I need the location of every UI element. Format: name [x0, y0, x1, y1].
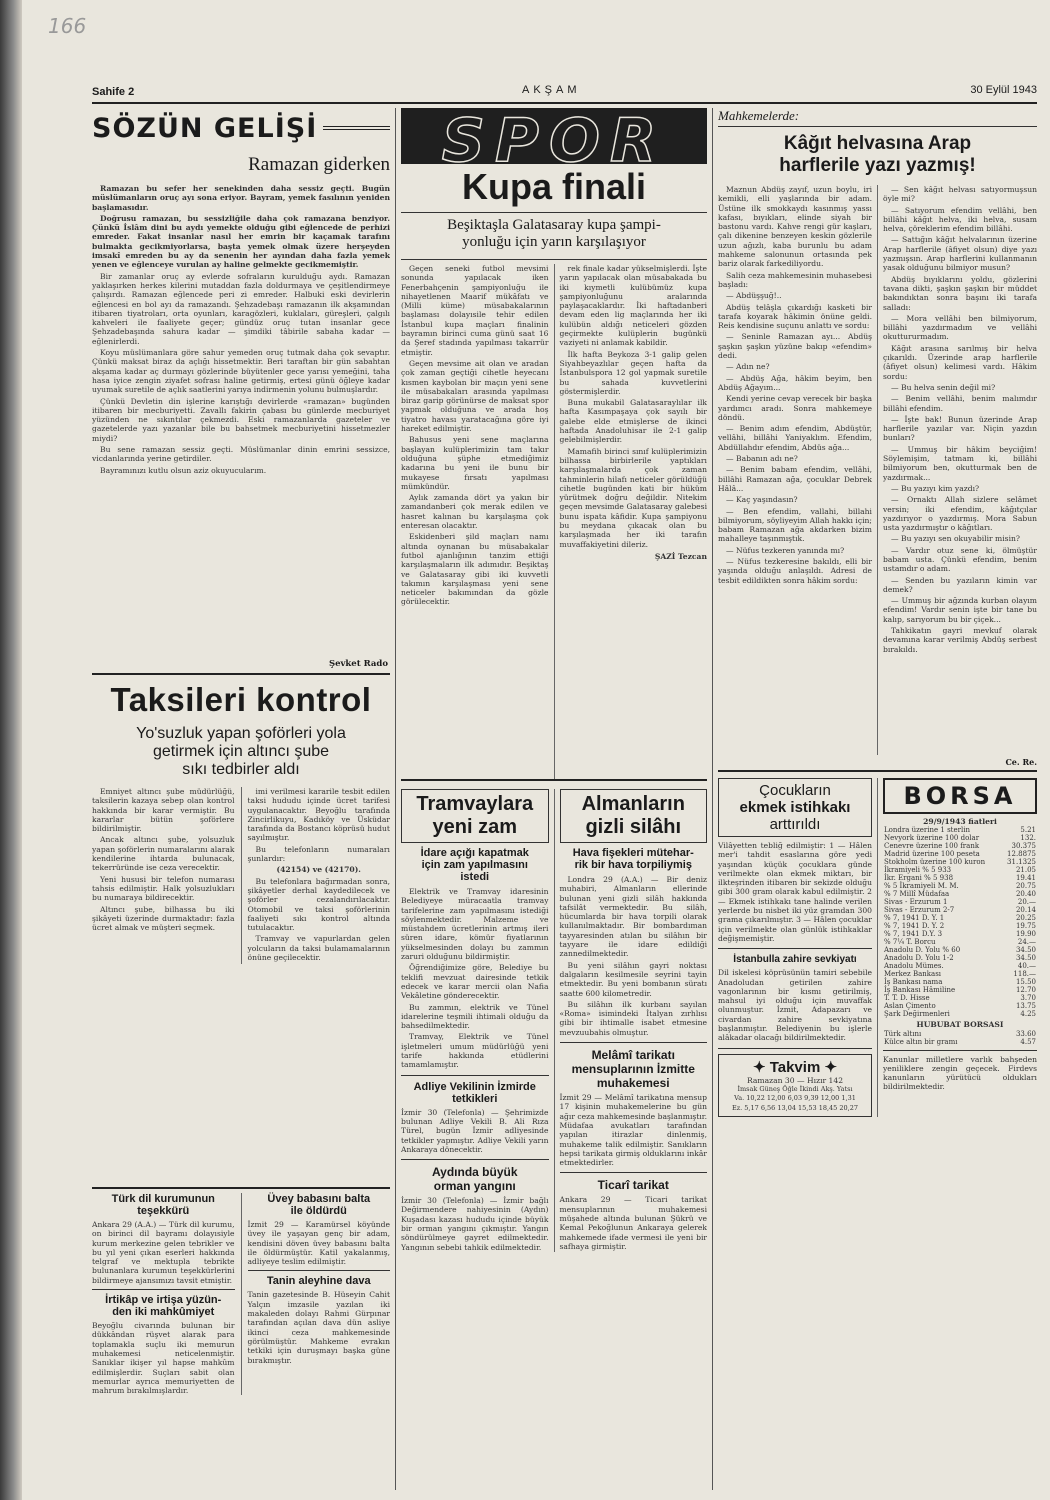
borsa-value: 20.75	[1015, 882, 1036, 891]
paragraph: Tramvay ve vapurlardan gelen yolcuların da taksi bulamamalarının önüne geçilecektir.	[247, 934, 390, 963]
paragraph: Maznun Abdüş zayıf, uzun boylu, iri kemikli, elli yaşlarında bir adam. Üstüne ilk smokkaydı kasınmış yassı kafası, bıyıkları, elinde siyah bir bastonu vardı. Kahve rengi gür kaşları, çalı dikenine benzeyen keskin gözlerile uzun ağızlı, kaba burunlu bu adam mahkeme salonunun ortasında pek bariz olarak farkediliyordu.	[718, 185, 872, 269]
gold-title: HUBUBAT BORSASI	[916, 1020, 1004, 1030]
paragraph: Tramvay, Elektrik ve Tünel işletmeleri umum müdürlüğü yeni tarife hakkında etüdlerini tamamlamıştır.	[401, 1032, 549, 1070]
borsa-value: 3.70	[1020, 994, 1036, 1003]
borsa-row	[883, 962, 1037, 970]
paragraph: Ancak altıncı şube, yolsuzluk yapan şoförlerin numaralarını alarak kendilerine ihtarda bulunacak, tekerrüründe ise ceza verecektir.	[92, 835, 235, 873]
borsa-row	[883, 850, 1037, 858]
taksi-col1	[92, 787, 235, 964]
column-rule	[395, 108, 396, 1490]
tanin-title: Tanin aleyhine dava	[266, 1275, 371, 1288]
borsa-row	[883, 930, 1037, 938]
paragraph: Elektrik ve Tramvay idaresinin Belediyeye müracaatla tramvay tarifelerine zam yapılmasını istediği söylenmektedir. Malzeme ve müstahdem ücretlerinin artmış ileri süren idare, kömür fiyatlarının yükselmesinden dolayı bu zammın zaruri olduğunu bildirmiştir.	[401, 887, 549, 962]
cocuklar-title2: ekmek istihkakı	[739, 799, 851, 816]
taksi-sub3: sıkı tedbirler aldı	[182, 761, 300, 778]
borsa-label: Anadolu Mümes.	[884, 962, 944, 971]
spor-body	[401, 264, 707, 779]
borsa-row	[883, 986, 1037, 994]
tramvay-body	[401, 887, 549, 1070]
takvim-times: Va. 10,22 12,00 6,03 9,39 12,00 1,31	[734, 1094, 856, 1103]
melami-title2: mensuplarının İzmitte	[571, 1062, 695, 1077]
gold-value: 4.57	[1020, 1037, 1036, 1046]
borsa-row	[883, 890, 1037, 898]
borsa-value: 40.—	[1017, 962, 1036, 971]
borsa-label: Anadolu D. Yolu % 60	[884, 946, 961, 955]
borsa-row	[883, 906, 1037, 914]
almanlar-sub2: rik bir hava torpiliymiş	[574, 859, 692, 871]
sozun-gelisi-body	[92, 184, 390, 475]
borsa-value: 4.25	[1020, 1010, 1036, 1019]
margin-note: 166	[48, 14, 87, 38]
paragraph: — Nüfus tezkeresine bakıldı, elli bir yaşında olduğu anlaşıldı. Adresi de tesbit edildikten sonra hâkim sordu:	[718, 556, 872, 585]
paragraph: Bu zammın, elektrik ve Tünel idarelerine teşmili ihtimali olduğu da bahsedilmektedir.	[401, 1002, 549, 1031]
paragraph: — Adın ne?	[726, 362, 770, 372]
sozun-gelisi-author: Şevket Rado	[328, 659, 388, 669]
borsa-label: İkramiyeli % 5 933	[884, 866, 952, 875]
mahkeme-title1: Kâğıt helvasına Arap	[783, 133, 972, 154]
borsa-label: % 7 Millî Müdafaa	[884, 890, 950, 899]
istanbul-body: Dil iskelesi köprüsünün tamiri sebebile Anadoludan getirilen zahire vagonlarının bir kısmı getirilmiş, mahsul iyi olduğu için muvaffak olunmuştur. İzmit, Adapazarı ve civardan zahire sevkiyatına başlanmıştır. Belediyenin bu işlerle alâkadar olacağı bildirilmektedir.	[718, 968, 872, 1043]
paragraph: Doğrusu ramazan, bu sessizliğile daha çok ramazana benziyor. Çünkü İslâm dini bu aydı yemekte olduğu gibi eğlencede de perhizi emreder. Fakat insanlar nasıl her emrin bir kaçamak tarafını bulmakta gecikmiyorlarsa, başta yemek olmak üzere herşeyden imsakî emreden bu ay da senenin her ayından daha fazla yemek yenen ve eğlenceye vurulan ay haline gelmekte gecikmemiştir.	[92, 213, 390, 270]
cocuklar-body: Vilâyetten tebliğ edilmiştir: 1 — Hâlen mer'i tahdit esaslarına göre yedi yaşından küçük çocuklara günde verilmekte olan ekmek miktarı, bir ilkteşrinden itibaren bir sekizde olduğu gibi 300 gram olarak kabul edilmiştir. 2 — Ekmek istihkakı tane halinde verilen yerlerde bu nisbet iki yüz gramdan 300 grama çıkarılmıştır. 3 — Hâlen çocuklar için verilmekte olan günlük istihkaklar değişmemiştir.	[718, 841, 872, 943]
paragraph: — Sen kâğıt helvası satıyormuşsun öyle mi?	[883, 185, 1037, 204]
borsa-label: % 5 İkramiyeli M. M.	[884, 882, 959, 891]
paragraph: — Vardır otuz sene ki, ölmüştür babam usta. Çünkü efendim, benim ustamdır o adam.	[883, 545, 1037, 574]
mahkeme-col2	[883, 185, 1037, 755]
aydin-title2: orman yangını	[433, 1179, 516, 1194]
spor-headline: Kupa finali	[461, 166, 646, 207]
borsa-label: İş Bankası nama	[884, 978, 943, 987]
left-bottom-col2	[248, 1193, 391, 1395]
spor-sub1: Beşiktaşla Galatasaray kupa şampi-	[447, 217, 661, 233]
borsa-row	[883, 938, 1037, 946]
binding-edge	[0, 0, 22, 1500]
mahkeme-body	[718, 185, 1037, 755]
paragraph: Ramazan bu sefer her senekinden daha sessiz geçti. Bugün müslümanların oruç ayı sona eriyor. Bayram, yemek fasılının yeniden başlamasıdır.	[92, 184, 390, 212]
borsa-row	[883, 954, 1037, 962]
borsa-label: Sivas - Erzurum 1	[884, 898, 948, 907]
paragraph: Çünkü Devletin din işlerine karıştığı devirlerde «ramazan» bugünden itibaren bir mecburiyetti. Zavallı fakirin çabası bu günlerde mecburiyet yüzünden ne sıkıntılar çekmezdi. Eski ramazanlarda gazeteler ve gazetelerde yazı yazanlar bile bu bahsetmek mecburiyetini hissetmezler miydi?	[92, 396, 390, 443]
borsa-value: 19.41	[1015, 874, 1036, 883]
borsa-banner	[883, 778, 1037, 814]
paragraph: Eskidenberi şild maçları namı altında oynanan bu müsabakalar futbol ajanlığının tanzim ettiği karşılaşmaların ilk adımıdır. Beşiktaş ve Galatasaray gibi iki kuvvetli takımın karşılaşması yeni sene neticeler bakımından da gözle görülecektir.	[401, 532, 549, 607]
paragraph: Koyu müslümanlara göre sahur yemeden oruç tutmak daha çok sevaptır. Çünkü maksat biraz da açlığı hissetmektir. Beri taraftan bir gün sabahtan akşama kadar aç durmayı gözlerinde büyütenler gece yarısı yemeğini, taha hasa iyice zengin ziyafet sofrası haline getirmiş, ertesi günü öğleye kadar uyumak suretile de açlık saatlerini yarıya indirmenin yolunu bulmuşlardır.	[92, 348, 390, 395]
spor-col2	[560, 264, 708, 779]
borsa-value: 21.05	[1015, 866, 1036, 875]
almanlar-body	[560, 875, 708, 1037]
almanlar-title2: gizli silâhı	[585, 816, 682, 838]
almanlar-sub1: Hava fişekleri mütehar-	[572, 847, 694, 859]
aydin-title1: Aydında büyük	[431, 1165, 518, 1180]
paragraph: Bu telefonların numaraları şunlardır:	[247, 844, 390, 864]
taksi-headline: Taksileri kontrol	[110, 681, 372, 718]
paragraph: — Sattığın kâğıt helvalarının üzerine Arap harflerile (âfiyet olsun) diye yazı yazmışsın. Arap harflerini kullanmanın yasak olduğunu bilmiyor musun?	[883, 235, 1037, 273]
star-icon: ✦	[752, 1058, 770, 1076]
paragraph: Aylık zamanda dört ya yakın bir zamandanberi çok merak edilen ve hasret kalınan bu karşılaşma çok enteresan olacaktır.	[401, 493, 549, 531]
right-bottom-col2	[883, 778, 1037, 1117]
turk-dil-title1: Türk dil kurumunun	[111, 1193, 215, 1205]
left-column	[92, 108, 390, 1490]
uvey-body: İzmit 29 — Karamürsel köyünde üvey ile yaşayan genç bir adam, kendisini döven üvey babasını balta ile öldürmüştür. Katil yakalanmış, adliyeye teslim edilmiştir.	[247, 1220, 390, 1267]
taksi-col2	[248, 787, 391, 964]
sozun-gelisi-section	[92, 108, 390, 673]
taksi-section	[92, 675, 390, 1187]
paragraph: — Benim vellâhi, benim malımdır billâhi efendim.	[883, 394, 1037, 413]
borsa-row	[883, 946, 1037, 954]
borsa-row	[883, 1010, 1037, 1018]
paragraph: — Kaç yaşındasın?	[726, 495, 798, 505]
takvim-times-label: İmsak Güneş Öğle İkindi Akş. Yatsı	[737, 1084, 853, 1093]
right-column	[718, 108, 1037, 1490]
paragraph: İlk hafta Beykoza 3-1 galip gelen Siyahbeyazlılar geçen hafta da İstanbulspora 12 gol yapmak suretile bu sahada kuvvetlerini göstermişlerdir.	[559, 349, 707, 396]
borsa-row	[883, 1002, 1037, 1010]
borsa-value: 19.75	[1015, 922, 1036, 931]
right-bottom-col1	[718, 778, 872, 1117]
borsa-value: 20.25	[1015, 914, 1036, 923]
borsa-label: İkr. Ergani % 5 938	[884, 874, 954, 883]
paragraph: Bu telefonlara bağırmadan sonra, şikâyetler derhal kaydedilecek ve şoförler cezalandırılacaktır. Otomobil ve taksi şoförlerinin faaliyeti sıkı kontrol altında tutulacaktır.	[247, 876, 390, 933]
borsa-label: Merkez Bankası	[884, 970, 942, 979]
borsa-row	[883, 842, 1037, 850]
paragraph: Bahusus yeni sene maçlarına başlayan kulüplerimizin tam takır olduğuna şüphe etmediğimiz kadarına bu yeni ile bunu bir mukayese fırsatı yapılması mümkündür.	[401, 435, 549, 491]
middle-bottom-col2	[560, 789, 708, 1252]
phone-numbers: (42154) ve (42170).	[276, 865, 361, 875]
right-bottom	[718, 778, 1037, 1117]
paragraph: — Abdüşşuğ!..	[726, 291, 782, 301]
borsa-label: Şark Değirmenleri	[884, 1010, 950, 1019]
star-icon: ✦	[820, 1058, 838, 1076]
borsa-value: 118.—	[1013, 970, 1036, 979]
tramvay-sub2: için zam yapılmasını	[421, 859, 528, 871]
uvey-title2: ile öldürdü	[290, 1205, 347, 1217]
gold-row	[883, 1038, 1037, 1046]
borsa-value: 34.50	[1015, 954, 1036, 963]
spor-author: ŞAZİ Tezcan	[654, 551, 707, 561]
sozun-gelisi-banner: SÖZÜN GELİŞİ	[92, 112, 318, 144]
borsa-label: Sivas - Erzurum 2-7	[884, 906, 955, 915]
tramvay-title1: Tramvaylara	[416, 793, 534, 815]
paragraph: — Seninle Ramazan ayı... Abdüş şaşkın şaşkın yüzüne bakıp «efendim» dedi.	[718, 332, 872, 361]
column-rule	[712, 108, 713, 1490]
borsa-label: % 7¼ T. Borcu	[884, 938, 936, 947]
paper-name: AKŞAM	[522, 84, 581, 96]
paragraph: — Ornaktı Allah sizlere selâmet versin; iki efendim, kâğıtçılar yazdırıyor o yazdırmış. Mora Sabun usta yazdırmıştır o kâğıtları.	[883, 495, 1037, 533]
borsa-title: BORSA	[903, 782, 1017, 810]
paragraph: — Benim adım efendim, Abdüştür, vellâhi, billâhi Yaniyaklım. Efendim, Abdüllahdır efendim, Abdüs ağa...	[718, 424, 872, 452]
borsa-value: 31.1325	[1007, 858, 1036, 867]
borsa-value: 12.70	[1015, 986, 1036, 995]
borsa-row	[883, 826, 1037, 834]
sozun-gelisi-title: Ramazan giderken	[248, 154, 390, 175]
borsa-value: 132.	[1020, 834, 1036, 843]
tramvay-title2: yeni zam	[432, 816, 517, 838]
paragraph: Bir zamanlar oruç ay evlerde sofraların kurulduğu aydı. Ramazan yaklaşırken herkes kilerini mutaddan fazla doldurmaya ve çeşitlendirmeye çalışırdı. Ramazan eğlencede peri zi emreder. Halbuki eski devirlerin eğlencesi en bol ayı da ramazandı. Şehzadebaşı ramazanın ilk akşamından itibaren tiyatroları, orta oyunları, karagözleri, kuklaları, güreşleri, çalgılı kahveleri ile faaliyete geçer; gündüz oruç tutan insanlar gece Şehzadebaşında sahura kadar — şimdiki tâbirile sabaha kadar — eğlenirlerdi.	[92, 271, 390, 346]
paragraph: — Ummuş bir ağzında kurban olayım efendim! Vardır senin işte bir tane bu kalıp, sarıyorum bu bir çiçek...	[883, 596, 1037, 624]
paragraph: Bu silâhın ilk kurbanı sayılan «Roma» isimindeki İtalyan zırhlısı gibi bir ihtimalle isabet etmesine mevzuubahis olmuştur.	[559, 999, 707, 1037]
gold-value: 33.60	[1015, 1029, 1036, 1038]
borsa-value: 34.50	[1015, 946, 1036, 955]
cocuklar-title3: arttırıldı	[769, 816, 821, 833]
middle-bottom-stories	[401, 789, 707, 1252]
borsa-label: Nevyork üzerine 100 dolar	[884, 834, 980, 843]
takvim-times2: Ez. 5,17 6,56 13,04 15,53 18,45 20,27	[731, 1103, 858, 1112]
borsa-row	[883, 994, 1037, 1002]
melami-body: İzmit 29 — Melâmî tarikatına mensup 17 kişinin muhakemelerine bu gün ağır ceza mahkemesinde başlanmıştır. Müdafaa avukatları tarafından yapılan itirazlar dinlenmiş, muhakeme talik edilmiştir. Sanıkların hepsi tarikata girmiş olduklarını inkâr etmektedirler.	[559, 1093, 707, 1168]
turk-dil-title2: teşekkürü	[137, 1205, 190, 1217]
paragraph: Salih ceza mahkemesinin muhasebesi başladı:	[718, 270, 872, 289]
borsa-row	[883, 922, 1037, 930]
borsa-value: 5.21	[1020, 826, 1036, 835]
tramvay-sub3: istedi	[460, 871, 490, 883]
borsa-value: 20.—	[1017, 898, 1036, 907]
borsa-label: Madrid üzerine 100 peseta	[884, 850, 980, 859]
gold-table	[883, 1030, 1037, 1046]
takvim-title-row	[722, 1058, 868, 1076]
paragraph: imi verilmesi kararile tesbit edilen taksi hududu içinde ücret tarifesi uygulanacaktır. Beyoğlu tarafında Zincirlikuyu, Kadıköy ve Üsküdar tarafında da Bostancı köprüsü hudut sayılmıştır.	[247, 787, 390, 843]
borsa-value: 20.14	[1015, 906, 1036, 915]
paragraph: rek finale kadar yükselmişlerdi. İşte yarın yapılacak olan müsabakada bu iki kıymetli kulübümüz kupa şampiyonluğunu aralarında paylaşacaklardır. İki haftadanberi devam eden lig maçlarında her iki kulübün aldığı neticeleri gözden geçirmekte kulüplerin bugünkü vaziyeti ni anlamak kabildir.	[559, 264, 707, 348]
taksi-sub1: Yo'suzluk yapan şoförleri yola	[136, 725, 346, 742]
paragraph: — İşte bak! Bunun üzerinde Arap harflerile yazılar var. Niçin yazdın bunları?	[883, 414, 1037, 443]
adliye-body: İzmir 30 (Telefonla) — Şehrimizde bulunan Adliye Vekili B. Ali Rıza Türel, bugün İzmir adliyesinde tetkikler yapmıştır. Adliye Vekili yarın Ankaraya dönecektir.	[401, 1107, 549, 1154]
borsa-label: % 7, 1941 D.Y. 3	[884, 930, 943, 939]
page-inner	[92, 20, 1037, 1490]
borsa-label: % 7, 1941 D. Y. 2	[884, 922, 945, 931]
borsa-row	[883, 914, 1037, 922]
cocuklar-title1: Çocukların	[759, 782, 831, 799]
borsa-label: Aslan Çimento	[884, 1002, 936, 1011]
irtikap-title2: den iki mahkûmiyet	[112, 1306, 215, 1319]
borsa-row	[883, 882, 1037, 890]
mahkeme-label: Mahkemelerde:	[718, 108, 1037, 127]
paragraph: — Bu helva senin değil mi?	[891, 382, 996, 392]
tanin-body: Tanin gazetesinde B. Hüseyin Cahit Yalçın imzasile yazılan iki makaleden dolayı Rahmi Gürpınar tarafından açılan dava dün asliye ikinci ceza mahkemesinde görülmüştür. Mahkeme evrakın tetkiki için duruşmayı başka güne bırakmıştır.	[247, 1290, 390, 1365]
paragraph: — Ummuş bir hâkim beyciğim! Söylemişim, tatmam ki, billâhi bilmiyorum ben, okutturmak ben de yazdırmak...	[883, 444, 1037, 482]
uvey-title1: Üvey babasını balta	[267, 1193, 371, 1205]
paragraph: Emniyet altıncı şube müdürlüğü, taksilerin kazaya sebep olan kontrol hakkında bir karar vermiştir. Bu kararlar bütün şoförlere bildirilmiştir.	[92, 787, 235, 834]
mahkeme-author: Ce. Re.	[1005, 757, 1037, 767]
borsa-label: Cenevre üzerine 100 frank	[884, 842, 980, 851]
almanlar-title1: Almanların	[581, 793, 685, 815]
borsa-value: 24.—	[1017, 938, 1036, 947]
spor-col1	[401, 264, 549, 779]
middle-bottom-col1	[401, 789, 549, 1252]
taksi-sub2: getirmek için altıncı şube	[152, 743, 330, 760]
gold-row	[883, 1030, 1037, 1038]
paragraph: — Bu yazıyı kim yazdı?	[891, 483, 980, 493]
paragraph: Bu sene ramazan sessiz geçti. Müslümanlar dinin emrini sessizce, vicdanlarında yerine getirdiler.	[92, 445, 390, 464]
borsa-label: Londra üzerine 1 sterlin	[884, 826, 970, 835]
paragraph: Bayramınızı kutlu olsun aziz okuyucularım.	[100, 465, 267, 475]
paragraph: Bu yeni silâhın gayri noktası dalgaların kesilmesile seyrini tayin etmektedir. Bu yeni bombanın süratı saatte 600 kilometredir.	[559, 960, 707, 998]
spor-sub2: yonluğu için yarın karşılaşıyor	[462, 234, 646, 250]
borsa-value: 15.50	[1015, 978, 1036, 987]
turk-dil-body: Ankara 29 (A.A.) — Türk dil kurumu, on birinci dil bayramı dolayısiyle kurum merkezine gelen tebrikler ve bu yıl yeni çıkan eserleri hakkında telgraf ve mektupla tebrikte bulunanlara kurumun teşekkürlerini bildirmeye ajansımızı tavsit etmiştir.	[92, 1220, 235, 1285]
borsa-label: Anadolu D. Yolu 1-2	[884, 954, 954, 963]
page-header	[92, 80, 1037, 104]
takvim-date: Ramazan 30 — Hızır 142	[746, 1075, 844, 1085]
left-bottom-col1	[92, 1193, 235, 1395]
almanlar-title-box	[560, 789, 708, 843]
borsa-value: 12.8875	[1007, 850, 1036, 859]
borsa-row	[883, 898, 1037, 906]
paragraph: Altıncı şube, bilhassa bu iki şikâyeti üzerinde durmaktadır: fazla ücret almak ve müşteri seçmek.	[92, 904, 235, 933]
aydin-body: İzmir 30 (Telefonla) — İzmir bağlı Değirmendere nahiyesinin (Aydın) Kuşadası kazası hududu içinde büyük bir orman yangını çıkmıştır. Yangın söndürülmeye gayret edilmektedir. Yangının sebebi tahkik edilmektedir.	[401, 1196, 549, 1252]
paragraph: Londra 29 (A.A.) — Bir deniz muhabiri, Almanların ellerinde bulunan yeni gizli silâh hakkında tafsilât vermektedir. Bu silâh, hücumlarda bir hava torpili olarak kullanılmaktadır. Bir bombardıman tayyaresinden atılan bu silâhın bir tayyare ile idare edildiği zannedilmektedir.	[559, 875, 707, 959]
tramvay-sub1: İdare açığı kapatmak	[420, 847, 529, 859]
borsa-value: 19.90	[1015, 930, 1036, 939]
borsa-label: İş Bankası Hâmiline	[884, 986, 956, 995]
paragraph: — Senden bu yazıların kimin var demek?	[883, 575, 1037, 594]
paragraph: — Benim babam efendim, vellâhi, billâhi Ramazan ağa, çocuklar Debrek Hâlâ...	[718, 465, 872, 493]
paragraph: — Abdüş Ağa, hâkim beyim, ben Abdüş Ağayım...	[718, 373, 872, 392]
paragraph: — Babanın adı ne?	[726, 454, 798, 464]
middle-column	[401, 108, 707, 1490]
paragraph: Abdüş bıyıklarını yoldu, gözlerini tavana dikti, şaşkın şaşkın bir müddet bakındıktan sonra başını iki tarafa salladı:	[883, 274, 1037, 312]
paragraph: Geçen mevsime ait olan ve aradan çok zaman geçtiği cihetle heyecanı kısmen kaybolan bir maçın yeni sene ile müsabakaları arasında yapılması biraz garip görünürse de maksat spor yapmak olduğuna ve arada hoş tiyatro havası yaratacağına göre iyi hareket edilmiştir.	[401, 358, 549, 434]
paragraph: — Mora vellâhi ben bilmiyorum, billâhi yazdırmadım ve vellâhi okuttururmadım.	[883, 313, 1037, 342]
gold-label: Külce altın bir gramı	[884, 1037, 958, 1046]
adliye-title2: tetkikleri	[452, 1092, 498, 1105]
borsa-label: T. T. D. Hisse	[884, 994, 930, 1003]
spor-banner-text: SPOR	[441, 108, 667, 176]
paragraph: — Bu yazıyı sen okuyabilir misin?	[891, 534, 1020, 544]
takvim-box	[718, 1054, 872, 1117]
paragraph: Geçen seneki futbol mevsimi sonunda yapılacak iken Fenerbahçenin şampiyonluğu ile nihayetlenen Maarif mükâfatı ve (Milli küme) müsabakalarının başlaması dolayısile tehir edilen İstanbul kupa maçları finalinin bayramın birinci cuma günü saat 16 da Şeref stadında yapılması takarrür etmiştir.	[401, 264, 549, 357]
ticaret-body: Ankara 29 — Ticari tarikat mensuplarının muhakemesi müşahede altında bulunan Şükrü ve Kemal Pekoğlunun Ankaraya gelerek mahkemede ifade vermesi ile yeni bir safhaya girmiştir.	[559, 1195, 707, 1251]
gold-label: Türk altını	[884, 1029, 922, 1038]
paragraph: Öğrendiğimize göre, Belediye bu teklifi mevzuat dairesinde tetkik edecek ve karar mercii olan Nafia Vekâletine gönderecektir.	[401, 963, 549, 1001]
paragraph: Tahkikatın gayri mevkuf olarak devamına karar verilmiş Abdüş serbest bırakıldı.	[883, 626, 1037, 654]
borsa-label: % 7, 1941 D. Y. 1	[884, 914, 945, 923]
paragraph: Kendi yerine cevap verecek bir başka yardımcı aradı. Sonra mahkemeye döndü.	[718, 394, 872, 422]
borsa-date: 29/9/1943 fiatleri	[923, 817, 997, 826]
page-label: Sahife 2	[92, 86, 135, 98]
melami-title3: muhakemesi	[596, 1076, 670, 1091]
borsa-value: 20.40	[1015, 890, 1036, 899]
istanbul-title: İstanbulla zahire sevkiyatı	[733, 954, 857, 966]
left-bottom-stories	[92, 1189, 390, 1395]
irtikap-title1: İrtikâp ve irtişa yüzün-	[105, 1294, 222, 1307]
cocuklar-title-box	[718, 778, 872, 837]
borsa-label: Stokholm üzerine 100 kuron	[884, 858, 986, 867]
paragraph: Mamafih birinci sınıf kulüplerimizin bilhassa birbirlerile yaptıkları karşılaşmalarda çok zaman tahminlerin hilafı neticeler görüldüğü cihetle bugünden kati bir hüküm yürütmek doğru değildir. Nitekim geçen mevsimde Galatasaray galebesi bunu ispata kâfidir. Kupa şampiyonu bu meydana çıkacak olan bu karşılaşmada her iki tarafın muvaffakiyetini dileriz.	[559, 446, 707, 549]
bottom-right-body: Kanunlar milletlere varlık bahşeden yeniliklere zengin geçecek. Firdevs kanunların yürütücü oldukları bildirilmektedir.	[883, 1054, 1037, 1092]
paragraph: — Satıyorum efendim vellâhi, ben billâhi kâğıt helva, iki helva, susam helva, çöreklerim efendim billâhi.	[883, 205, 1037, 234]
paragraph: Abdüş telâşla çıkardığı kasketi bir tarafa koyarak hâkimin önüne geldi. Reis kendisine suçunu anlattı ve sordu:	[718, 302, 872, 331]
mahkeme-title2: harflerile yazı yazmış!	[779, 155, 976, 176]
issue-date: 30 Eylül 1943	[970, 84, 1037, 96]
spor-banner	[401, 108, 707, 176]
takvim-title: Takvim	[769, 1058, 821, 1076]
melami-title1: Melâmî tarikatı	[591, 1048, 675, 1063]
borsa-table	[883, 826, 1037, 1018]
borsa-value: 13.75	[1015, 1002, 1036, 1011]
irtikap-body: Beyoğlu civarında bulunan bir dükkândan rüşvet alarak para toplamakla suçlu iki memurun muhakemesi neticelenmiştir. Sanıklar ikişer yıl hapse mahkûm edilmişlerdir. Suçları sabit olan memurlar ayrıca memuriyetten de mahrum bırakılmışlardır.	[92, 1321, 235, 1396]
paragraph: — Ben efendim, vallahi, billahi bilmiyorum, söyliyeyim Allah hakkı için; babam Ramazan ağa akdarken bizim mahalleye taşınmıştık.	[718, 506, 872, 544]
adliye-title1: Adliye Vekilinin İzmirde	[413, 1080, 536, 1093]
tramvay-title-box	[401, 789, 549, 843]
paragraph: — Nüfus tezkeren yanında mı?	[726, 545, 845, 555]
paragraph: Kâğıt arasına sarılmış bir helva çıkarıldı. Üzerinde arap harflerile (âfiyet olsun) kelimesi vardı. Hâkim sordu:	[883, 343, 1037, 381]
borsa-value: 30.375	[1011, 842, 1036, 851]
borsa-row	[883, 834, 1037, 842]
mahkeme-col1	[718, 185, 872, 755]
ticaret-title: Ticarî tarikat	[597, 1178, 669, 1193]
paragraph: Buna mukabil Galatasaraylılar ilk hafta Kasımpaşaya çok sayılı bir galebe elde etmişlerse de ikinci haftada Anadoluhisar ile 2-1 galip gelebilmişlerdir.	[559, 398, 707, 445]
paragraph: Yeni hususi bir telefon numarası tahsis edilmiştir. Halk yolsuzlukları bu numaraya bildirecektir.	[92, 874, 235, 903]
